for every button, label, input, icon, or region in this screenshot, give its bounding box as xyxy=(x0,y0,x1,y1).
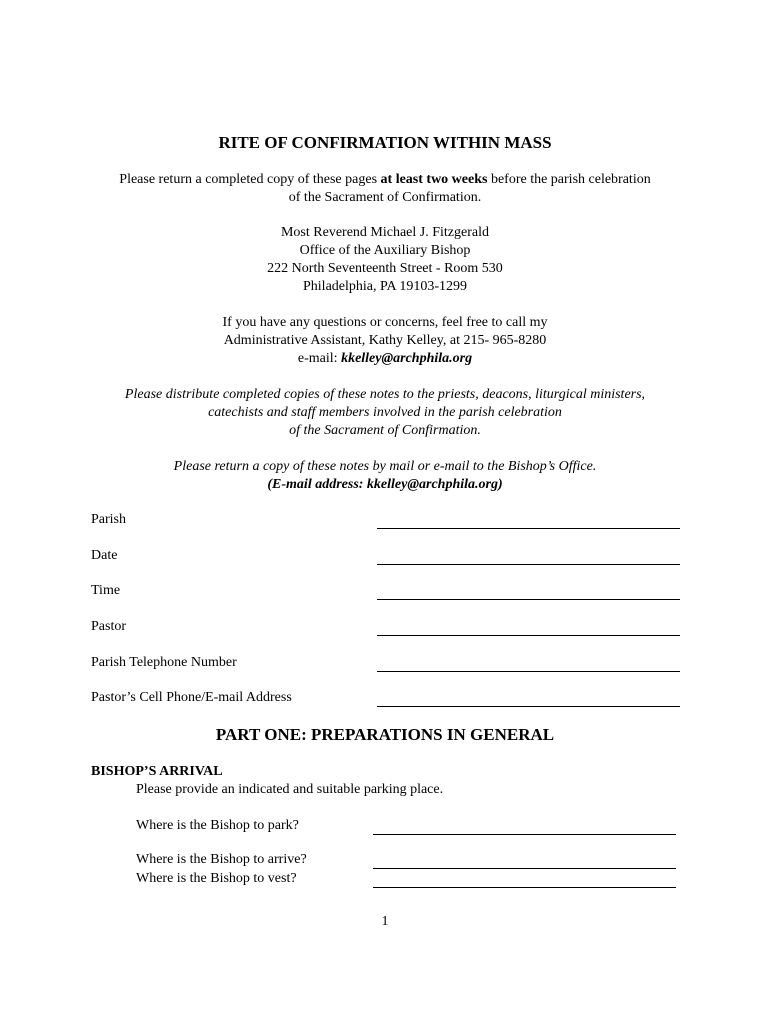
return-line-1: Please return a copy of these notes by mail or e-mail to the Bishop’s Office. xyxy=(173,459,597,474)
pastor-field-blank[interactable] xyxy=(377,635,680,636)
parish-field xyxy=(91,511,681,531)
distribute-line-2: catechists and staff members involved in the parish celebration xyxy=(208,405,562,420)
page-title: RITE OF CONFIRMATION WITHIN MASS xyxy=(218,133,552,152)
park-question-blank[interactable] xyxy=(373,834,676,835)
parish-telephone-field xyxy=(91,654,681,674)
address-line-2: Office of the Auxiliary Bishop xyxy=(299,243,471,258)
pastor-cell-email-field-label: Pastor’s Cell Phone/E-mail Address xyxy=(91,690,292,705)
parish-telephone-field-label: Parish Telephone Number xyxy=(91,655,237,670)
time-field xyxy=(91,582,681,602)
date-field-label: Date xyxy=(91,548,118,563)
arrive-question-label: Where is the Bishop to arrive? xyxy=(136,852,307,867)
return-email-line: (E-mail address: kkelley@archphila.org) xyxy=(267,477,503,492)
intro-line-1 xyxy=(0,171,770,189)
intro-paragraph xyxy=(0,171,770,207)
contact-line-2: Administrative Assistant, Kathy Kelley, at 215- 965-8280 xyxy=(223,333,547,348)
vest-question-label: Where is the Bishop to vest? xyxy=(136,871,297,886)
address-line-3: 222 North Seventeenth Street - Room 530 xyxy=(267,261,503,276)
contact-line-1: If you have any questions or concerns, feel free to call my xyxy=(222,315,548,330)
pastor-cell-email-field-blank[interactable] xyxy=(377,706,680,707)
distribute-note xyxy=(0,386,770,440)
time-field-blank[interactable] xyxy=(377,599,680,600)
parish-field-blank[interactable] xyxy=(377,528,680,529)
intro-line-2: of the Sacrament of Confirmation. xyxy=(288,190,482,205)
park-question xyxy=(136,817,676,837)
bishops-arrival-heading: BISHOP’S ARRIVAL xyxy=(91,764,223,779)
parish-telephone-field-blank[interactable] xyxy=(377,671,680,672)
vest-question xyxy=(136,870,676,890)
part-one-title: PART ONE: PREPARATIONS IN GENERAL xyxy=(215,725,555,744)
pastor-field-label: Pastor xyxy=(91,619,126,634)
park-question-label: Where is the Bishop to park? xyxy=(136,818,299,833)
mailing-address xyxy=(0,224,770,296)
pastor-cell-email-field xyxy=(91,689,681,709)
distribute-line-1: Please distribute completed copies of these notes to the priests, deacons, liturgical ministers, xyxy=(124,387,646,402)
parish-field-label: Parish xyxy=(91,512,126,527)
contact-email-link[interactable]: kkelley@archphila.org xyxy=(341,351,473,366)
bishops-arrival-intro: Please provide an indicated and suitable parking place. xyxy=(136,782,444,797)
arrive-question xyxy=(136,851,676,871)
time-field-label: Time xyxy=(91,583,121,598)
contact-paragraph xyxy=(0,314,770,368)
arrive-question-blank[interactable] xyxy=(373,868,676,869)
vest-question-blank[interactable] xyxy=(373,887,676,888)
pastor-field xyxy=(91,618,681,638)
address-line-4: Philadelphia, PA 19103-1299 xyxy=(303,279,467,294)
page-number: 1 xyxy=(381,914,389,929)
contact-email-line xyxy=(0,350,770,368)
intro-text-start: Please return a completed copy of these pages xyxy=(119,172,381,187)
date-field xyxy=(91,547,681,567)
date-field-blank[interactable] xyxy=(377,564,680,565)
distribute-line-3: of the Sacrament of Confirmation. xyxy=(289,423,481,438)
intro-deadline-emphasis: at least two weeks xyxy=(380,172,488,187)
contact-email-label: e-mail: xyxy=(297,351,342,366)
address-line-1: Most Reverend Michael J. Fitzgerald xyxy=(280,225,489,240)
return-note xyxy=(0,458,770,494)
intro-text-end: before the parish celebration xyxy=(487,172,651,187)
